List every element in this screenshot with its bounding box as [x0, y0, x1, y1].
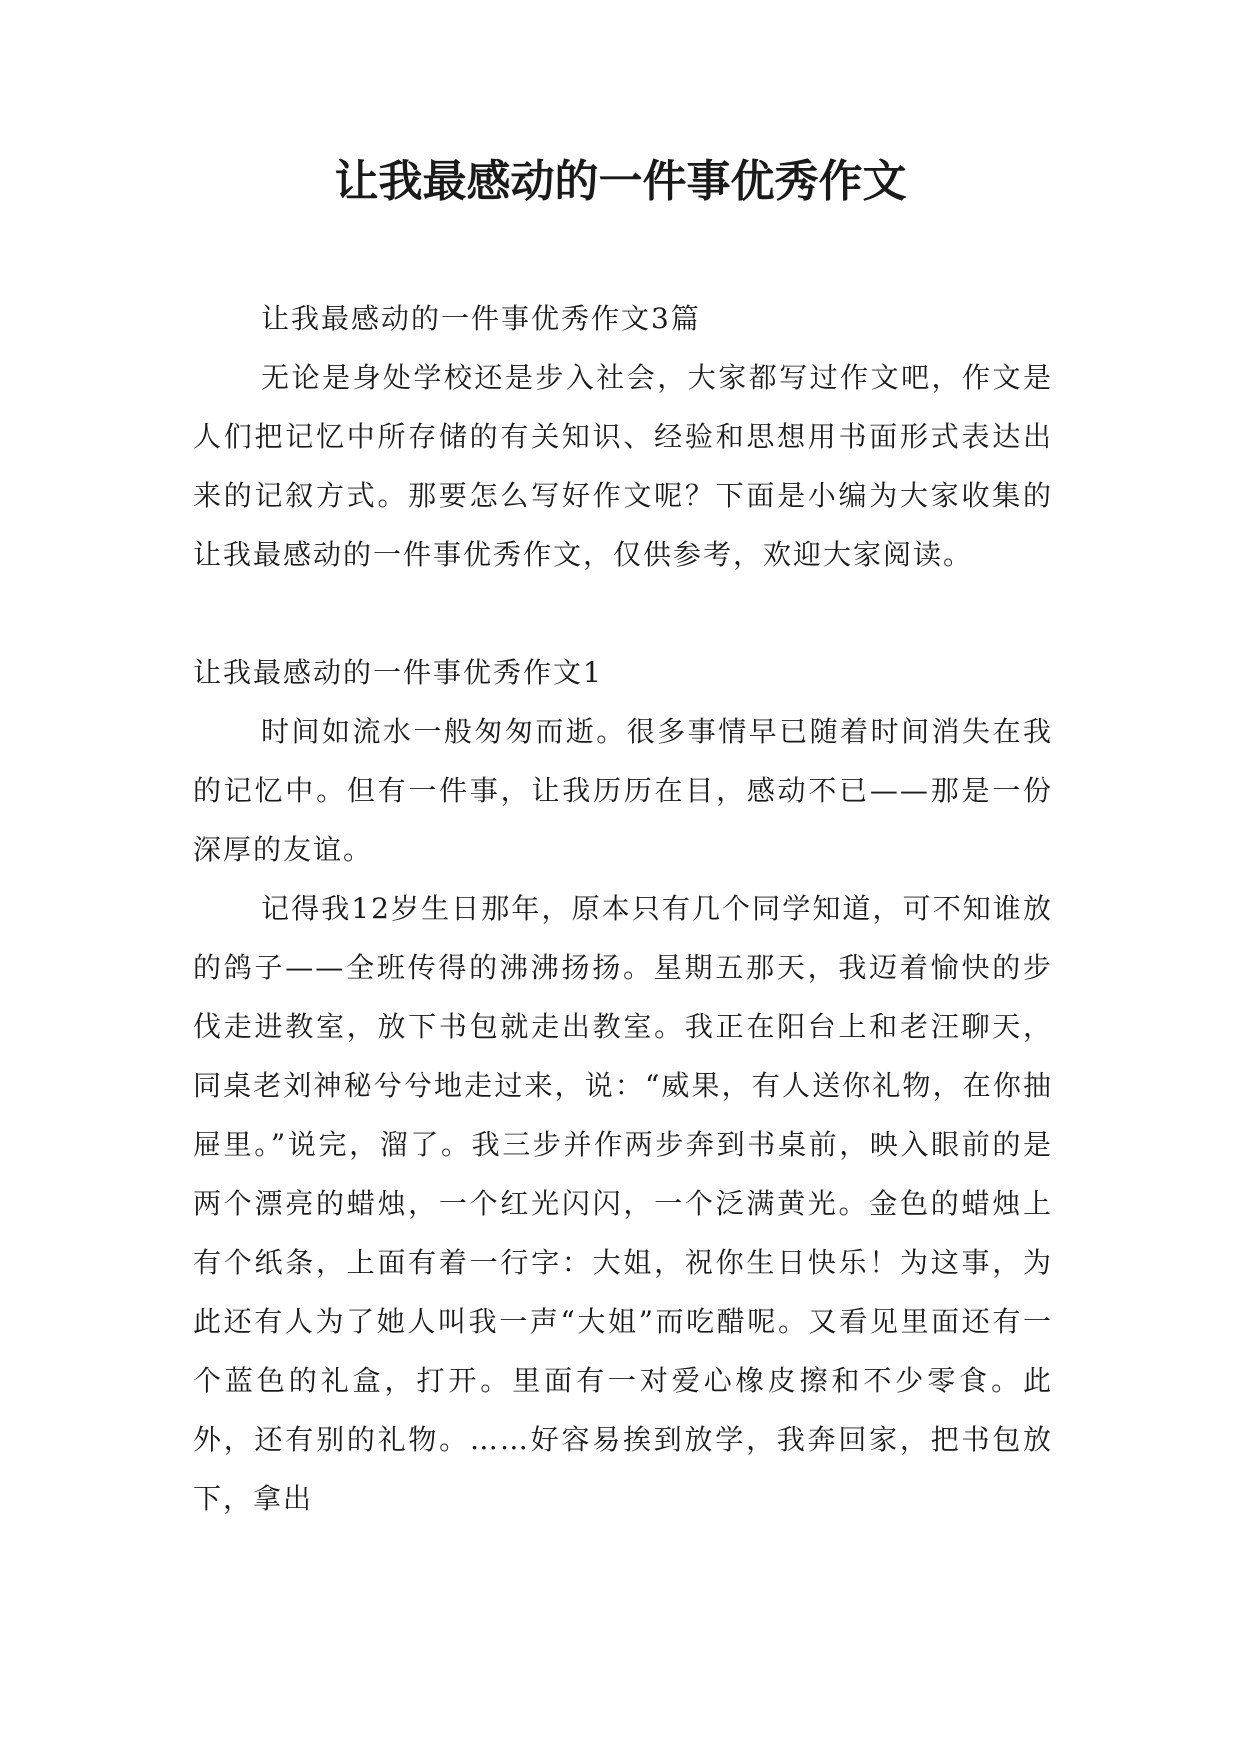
subtitle: 让我最感动的一件事优秀作文3篇: [261, 302, 701, 335]
intro-paragraph: 无论是身处学校还是步入社会，大家都写过作文吧，作文是人们把记忆中所存储的有关知识、经验和思想用书面形式表达出来的记叙方式。那要怎么写好作文呢？下面是小编为大家收集的让我最感动的一件事优秀作文，仅供参考，欢迎大家阅读。: [193, 361, 1053, 571]
body-paragraph-2: 记得我12岁生日那年，原本只有几个同学知道，可不知谁放的鸽子——全班传得的沸沸扬扬。星期五那天，我迈着愉快的步伐走进教室，放下书包就走出教室。我正在阳台上和老汪聊天，同桌老刘神秘兮兮地走过来，说：“威果，有人送你礼物，在你抽屉里。”说完，溜了。我三步并作两步奔到书桌前，映入眼前的是两个漂亮的蜡烛，一个红光闪闪，一个泛满黄光。金色的蜡烛上有个纸条，上面有着一行字：大姐，祝你生日快乐！为这事，为此还有人为了她人叫我一声“大姐”而吃醋呢。又看见里面还有一个蓝色的礼盒，打开。里面有一对爱心橡皮擦和不少零食。此外，还有别的礼物。……好容易挨到放学，我奔回家，把书包放下，拿出: [193, 892, 1053, 1515]
section-heading: 让我最感动的一件事优秀作文1: [193, 656, 603, 689]
page-title: 让我最感动的一件事优秀作文: [334, 156, 907, 207]
document-body: [193, 289, 1053, 1528]
body-paragraph-1: 时间如流水一般匆匆而逝。很多事情早已随着时间消失在我的记忆中。但有一件事，让我历历在目，感动不已——那是一份深厚的友谊。: [193, 715, 1053, 866]
section-spacer: [193, 584, 1053, 643]
